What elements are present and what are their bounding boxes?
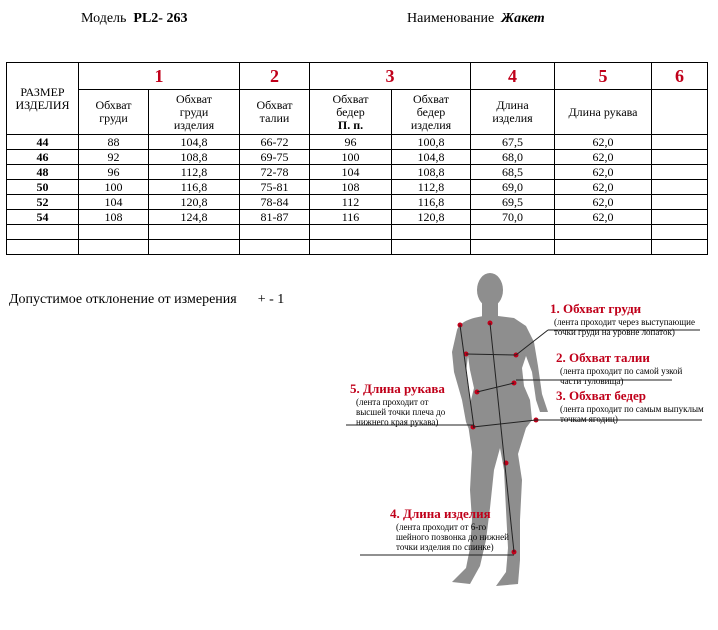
table-cell: 100,8 bbox=[392, 135, 471, 150]
table-cell: 112,8 bbox=[149, 165, 240, 180]
table-cell: 96 bbox=[79, 165, 149, 180]
table-cell: 108,8 bbox=[149, 150, 240, 165]
measure-description: точкам ягодиц) bbox=[560, 414, 618, 424]
table-cell: 116 bbox=[310, 210, 392, 225]
model-value: PL2- 263 bbox=[133, 11, 188, 26]
measure-description: (лента проходит по самым выпуклым bbox=[560, 404, 704, 414]
table-cell: 120,8 bbox=[149, 195, 240, 210]
table-cell: 108 bbox=[79, 210, 149, 225]
table-cell: 108,8 bbox=[392, 165, 471, 180]
size-header-line: РАЗМЕР bbox=[20, 84, 65, 99]
size-cell: 50 bbox=[7, 180, 79, 195]
table-cell: 62,0 bbox=[555, 180, 652, 195]
subheader-line: талии bbox=[259, 111, 290, 125]
table-cell: 120,8 bbox=[392, 210, 471, 225]
measure-title: 2. Обхват талии bbox=[556, 350, 650, 365]
name-value: Жакет bbox=[501, 11, 545, 26]
table-cell: 104 bbox=[310, 165, 392, 180]
table-cell: 116,8 bbox=[392, 195, 471, 210]
table-cell: 62,0 bbox=[555, 210, 652, 225]
table-cell: 112 bbox=[310, 195, 392, 210]
table-cell: 67,5 bbox=[471, 135, 555, 150]
table-cell: 72-78 bbox=[240, 165, 310, 180]
table-cell: 92 bbox=[79, 150, 149, 165]
table-cell: 100 bbox=[310, 150, 392, 165]
table-cell: 66-72 bbox=[240, 135, 310, 150]
deviation-value: + - 1 bbox=[257, 292, 285, 307]
table-cell: 68,0 bbox=[471, 150, 555, 165]
group-number: 5 bbox=[555, 63, 652, 90]
size-cell: 48 bbox=[7, 165, 79, 180]
subheader-line: Обхват bbox=[256, 98, 293, 112]
table-cell: 88 bbox=[79, 135, 149, 150]
subheader-line: изделия bbox=[410, 117, 452, 132]
size-cell: 44 bbox=[7, 135, 79, 150]
table-cell: 62,0 bbox=[555, 150, 652, 165]
subheader-line: бедер bbox=[416, 104, 446, 119]
measure-description: высшей точки плеча до bbox=[356, 407, 446, 417]
measure-title: 3. Обхват бедер bbox=[556, 388, 646, 403]
subheader-line: изделия bbox=[173, 117, 215, 132]
size-cell: 54 bbox=[7, 210, 79, 225]
measure-description: части туловища) bbox=[560, 376, 624, 386]
table-cell: 104 bbox=[79, 195, 149, 210]
table-cell: 62,0 bbox=[555, 135, 652, 150]
measure-description: (лента проходит по самой узкой bbox=[560, 366, 683, 376]
model-label: Модель bbox=[81, 11, 127, 26]
table-cell: 69,5 bbox=[471, 195, 555, 210]
table-cell: 69-75 bbox=[240, 150, 310, 165]
measure-description: (лента проходит от bbox=[356, 397, 429, 407]
table-cell: 70,0 bbox=[471, 210, 555, 225]
group-number: 6 bbox=[652, 63, 708, 90]
subheader-line: бедер bbox=[336, 104, 365, 119]
measure-description: шейного позвонка до нижней bbox=[396, 532, 509, 542]
size-cell: 46 bbox=[7, 150, 79, 165]
measure-description: нижнего края рукава) bbox=[356, 417, 439, 427]
subheader-line: П. п. bbox=[337, 117, 364, 132]
measure-title: 5. Длина рукава bbox=[350, 381, 445, 396]
table-cell: 124,8 bbox=[149, 210, 240, 225]
subheader-line: Длина рукава bbox=[568, 104, 638, 119]
group-number: 2 bbox=[240, 63, 310, 90]
table-cell: 104,8 bbox=[149, 135, 240, 150]
subheader-line: груди bbox=[99, 111, 128, 125]
measure-title: 1. Обхват груди bbox=[550, 301, 642, 316]
subheader-line: изделия bbox=[492, 111, 533, 125]
table-cell: 69,0 bbox=[471, 180, 555, 195]
table-cell: 116,8 bbox=[149, 180, 240, 195]
measure-description: (лента проходит от 6-го bbox=[396, 522, 487, 532]
table-cell: 75-81 bbox=[240, 180, 310, 195]
measure-title: 4. Длина изделия bbox=[390, 506, 491, 521]
subheader-line: Обхват bbox=[332, 91, 369, 106]
measure-description: точки груди на уровне лопаток) bbox=[554, 327, 675, 337]
group-number: 4 bbox=[471, 63, 555, 90]
table-cell: 81-87 bbox=[240, 210, 310, 225]
subheader-line: Обхват bbox=[175, 91, 213, 106]
subheader-line: Обхват bbox=[95, 98, 132, 112]
table-cell: 104,8 bbox=[392, 150, 471, 165]
subheader-line: Обхват bbox=[412, 91, 450, 106]
measure-description: (лента проходит через выступающие bbox=[554, 317, 695, 327]
table-cell: 62,0 bbox=[555, 195, 652, 210]
subheader-line: Длина bbox=[496, 98, 529, 112]
table-cell: 96 bbox=[310, 135, 392, 150]
name-label: Наименование bbox=[407, 11, 495, 26]
size-header-line: ИЗДЕЛИЯ bbox=[15, 97, 70, 112]
size-cell: 52 bbox=[7, 195, 79, 210]
table-cell: 100 bbox=[79, 180, 149, 195]
group-number: 3 bbox=[310, 63, 471, 90]
table-cell: 108 bbox=[310, 180, 392, 195]
measure-description: точки изделия по спинке) bbox=[396, 542, 494, 552]
table-cell: 78-84 bbox=[240, 195, 310, 210]
subheader-line: груди bbox=[179, 104, 209, 119]
table-cell: 62,0 bbox=[555, 165, 652, 180]
deviation-text: Допустимое отклонение от измерения bbox=[9, 292, 237, 307]
group-number: 1 bbox=[79, 63, 240, 90]
table-cell: 68,5 bbox=[471, 165, 555, 180]
table-cell: 112,8 bbox=[392, 180, 471, 195]
